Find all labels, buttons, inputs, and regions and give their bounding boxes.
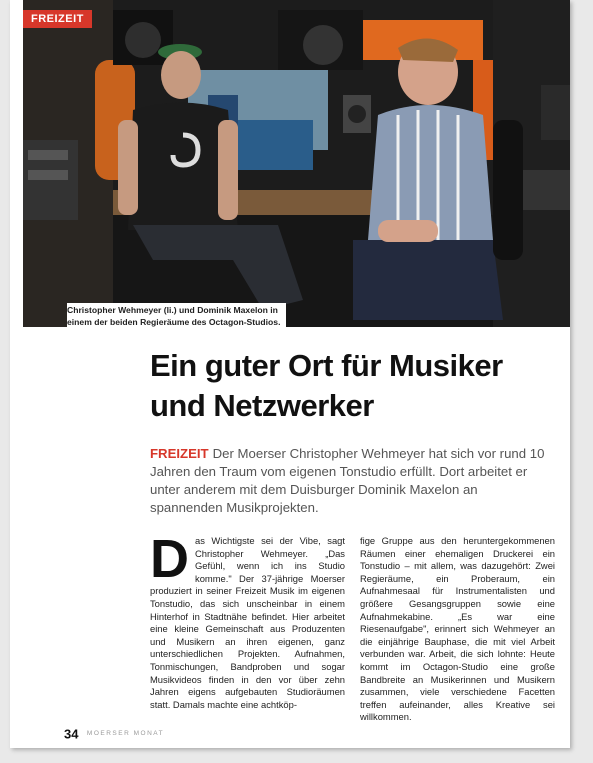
caption-line: Christopher Wehmeyer (li.) und Dominik Maxelon in: [67, 305, 278, 315]
drop-cap: D: [150, 529, 189, 589]
article-headline: [150, 346, 550, 426]
body-text-right: fige Gruppe aus den heruntergekommenen Räumen einer ehemaligen Druckerei ein Tonstudio – mit allem, was dazugehört: Zwei Regieräume, ein Proberaum, ein Aufnahmesaal für Instrumentalisten und größere Gesangsgruppen sowie eine Aufnahmekabine. „Es war eine Riesenaufgabe", erinnert sich Wehmeyer an die einjährige Bauphase, die mit viel Arbeit verbunden war. Arbeit, die sich lohnte: Heute kommt im Octagon-Studio eine große Bandbreite an Musikerinnen und Musikern zusammen, viele verschiedene Facetten treffen aufeinander, alles Kreative sei willkommen.: [360, 535, 555, 723]
magazine-name: MOERSER MONAT: [86, 730, 165, 738]
studio-photo-illustration: [23, 0, 570, 327]
photo-caption: [67, 303, 286, 329]
headline-line: Ein guter Ort für Musiker: [150, 348, 503, 383]
body-column-right: [360, 535, 555, 724]
caption-line: einem der beiden Regieräume des Octagon-Studios.: [67, 317, 281, 327]
article-photo: [23, 0, 570, 327]
magazine-page: [10, 0, 570, 748]
body-text-left: as Wichtigste sei der Vibe, sagt Christopher Wehmeyer. „Das Gefühl, wenn ich ins Studio komme." Der 37-jährige Moerser produziert in seiner Freizeit Musik im eigenen Tonstudio, das sich unscheinbar in einem Hinterhof in Stadtnähe befindet. Hier arbeitet eine kleine Gemeinschaft aus Produzenten und Musikern an ihren eigenen, ganz unterschiedlichen Projekten. Aufnahmen, Tonmischungen, Bandproben und sogar Musikvideos finden in den vor über zehn Jahren eigens aufgebauten Studioräumen statt. Damals machte eine achtköp-: [150, 535, 345, 710]
body-column-left: [150, 529, 345, 711]
headline-line: und Netzwerker: [150, 388, 374, 423]
article-lead: [150, 445, 550, 517]
page-footer: [64, 725, 164, 743]
page-number: 34: [64, 726, 79, 742]
category-tag: FREIZEIT: [23, 10, 92, 28]
lead-text: Der Moerser Christopher Wehmeyer hat sich vor rund 10 Jahren den Traum vom eigenen Tonstudio erfüllt. Dort arbeitet er unter anderem mit dem Duisburger Dominik Maxelon an spannenden Musikprojekten.: [150, 446, 545, 515]
lead-kicker: FREIZEIT: [150, 446, 209, 461]
